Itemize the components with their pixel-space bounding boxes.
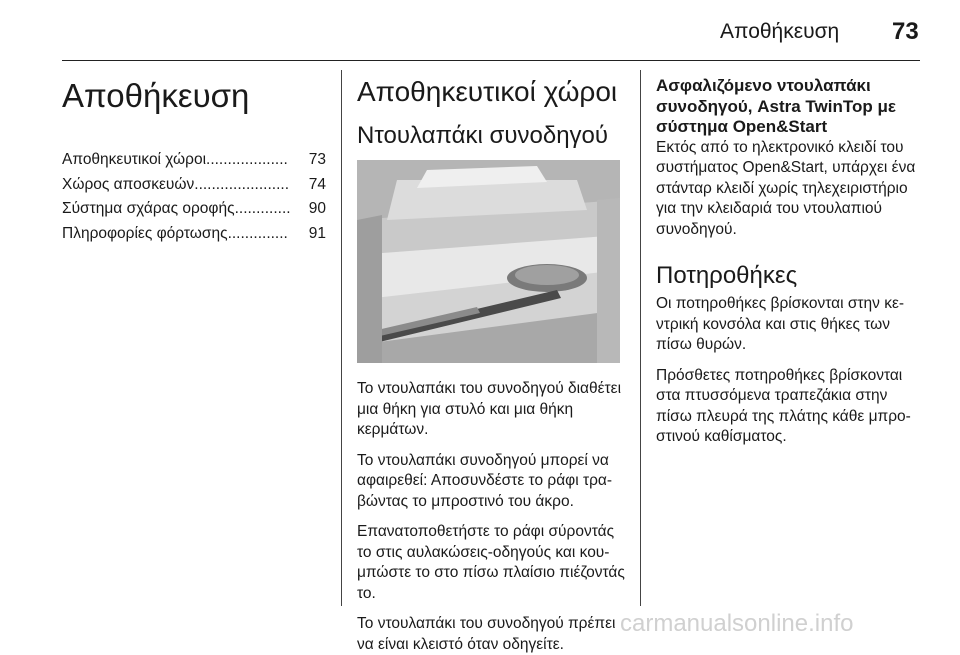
toc-leader: .............. <box>227 224 288 242</box>
storage-column <box>357 76 627 655</box>
paragraph: Επανατοποθετήστε το ράφι σύροντάς το στις αυλακώσεις-οδηγούς και κουμπώστε το στο πίσω πλαίσιο πιέζοντάς το. <box>357 523 625 602</box>
page-number: 73 <box>892 18 919 45</box>
toc-entry-page: 90 <box>308 200 326 217</box>
glovebox-illustration <box>357 160 620 363</box>
chapter-column <box>62 78 326 246</box>
header-rule <box>62 60 920 61</box>
running-header-title: Αποθήκευση <box>720 20 840 43</box>
paragraph: Το ντουλαπάκι του συνοδηγού πρέπει να είναι κλειστό όταν οδηγείτε. <box>357 615 616 653</box>
watermark: carmanualsonline.info <box>620 610 854 637</box>
column-divider-right <box>640 70 641 606</box>
paragraph: Το ντουλαπάκι συνοδηγού μπορεί να αφαιρεθεί: Αποσυνδέστε το ράφι τραβώντας το μπροστινό του άκρο. <box>357 451 613 510</box>
subsection-heading: Ντουλαπάκι συνοδηγού <box>357 122 609 149</box>
paragraph: Πρόσθετες ποτηροθήκες βρίσκονται στα πτυσσόμενα τραπεζάκια στην πίσω πλευρά της πλάτης κάθε μπροστινού καθίσματος. <box>656 366 911 445</box>
paragraph: Οι ποτηροθήκες βρίσκονται στην κεντρική κονσόλα και στις θήκες των πίσω θυρών. <box>656 295 905 353</box>
chapter-title: Αποθήκευση <box>62 77 250 114</box>
toc-leader: ...................... <box>194 175 290 193</box>
toc-leader: ................... <box>206 151 288 168</box>
toc-entry-label: Σύστημα σχάρας οροφής <box>62 200 235 217</box>
glovebox-description <box>357 379 627 655</box>
toc-entry[interactable] <box>62 173 326 198</box>
lockable-glovebox-heading: Ασφαλιζόμενο ντουλαπάκι συνοδηγού, Astra TwinTop με σύστημα Open&Start <box>656 76 896 136</box>
toc-entry-label: Χώρος αποσκευών <box>62 175 195 193</box>
right-column <box>656 76 926 448</box>
toc-entry-label: Αποθηκευτικοί χώροι <box>62 151 207 168</box>
toc-entry-label: Πληροφορίες φόρτωσης <box>62 224 228 242</box>
toc-entry-page: 73 <box>308 151 326 168</box>
table-of-contents <box>62 148 326 246</box>
toc-entry[interactable] <box>62 148 326 173</box>
paragraph: Εκτός από το ηλεκτρονικό κλειδί του συστήματος Open&Start, υπάρχει ένα στάνταρ κλειδί χωρίς τηλεχειριστήριο για την κλειδαριά του ντουλαπιού συνοδηγού. <box>656 138 916 238</box>
glovebox-image <box>357 160 620 363</box>
cupholders-heading: Ποτηροθήκες <box>656 262 798 289</box>
paragraph: Το ντουλαπάκι του συνοδηγού διαθέτει μια θήκη για στυλό και μια θήκη κερμάτων. <box>357 380 622 438</box>
column-divider-left <box>341 70 342 606</box>
toc-entry[interactable] <box>62 197 326 222</box>
toc-entry-page: 91 <box>308 224 326 242</box>
section-heading: Αποθηκευτικοί χώροι <box>357 76 618 107</box>
toc-leader: ............. <box>234 200 291 217</box>
toc-entry-page: 74 <box>308 175 326 193</box>
toc-entry[interactable] <box>62 222 326 247</box>
